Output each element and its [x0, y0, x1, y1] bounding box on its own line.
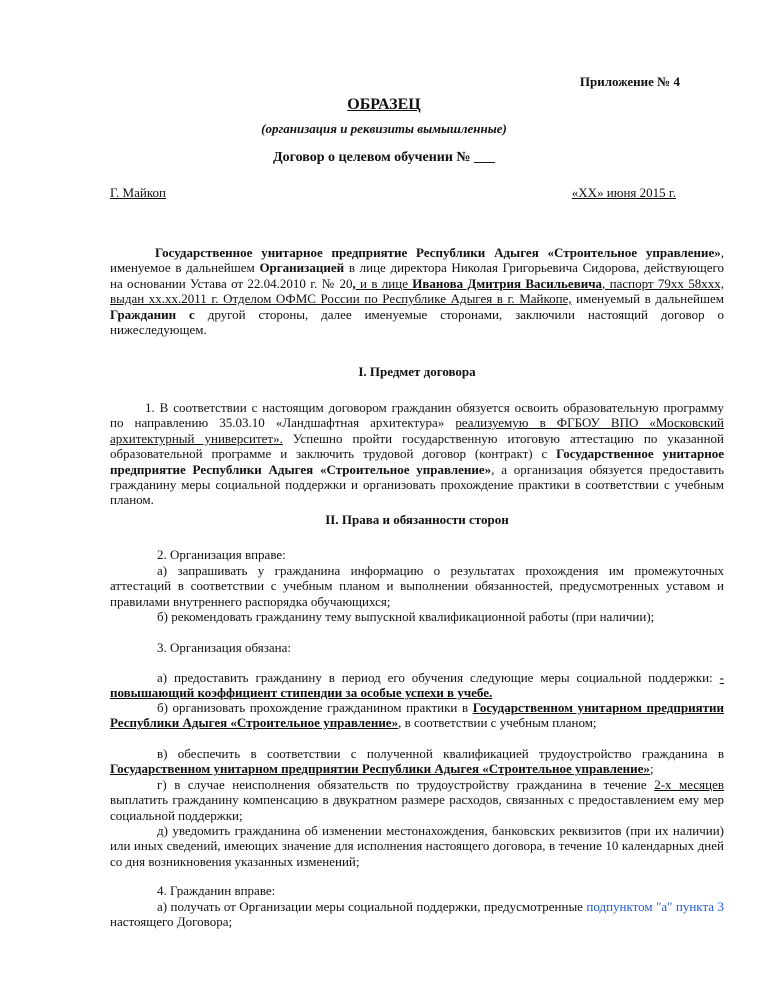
org-term: Организацией: [259, 260, 345, 276]
clause-2a: а) запрашивать у гражданина информацию о результатах прохождения им промежуточных аттестаций в соответствии с учебным планом и выполнении обязанностей, предусмотренных уставом и правилами внутреннего распорядка обучающихся;: [110, 563, 724, 609]
clause-3g: г) в случае неисполнения обязательств по трудоустройству гражданина в течение 2-х месяцев выплатить гражданину компенсацию в двукратном размере расходов, связанных с предоставлением ему мер социальной поддержки;: [110, 777, 724, 823]
appendix-label: Приложение № 4: [579, 74, 680, 89]
clause-3a: а) предоставить гражданину в период его обучения следующие меры социальной поддержки: - повышающий коэффициент стипендии за особые успехи в учебе.: [110, 670, 724, 701]
section-2-heading: II. Права и обязанности сторон: [325, 512, 509, 527]
contract-title: Договор о целевом обучении № ___: [273, 150, 495, 165]
clause-3d: д) уведомить гражданина об изменении местонахождения, банковских реквизитов (при их наличии) или иных сведений, имеющих значение для исполнения настоящего договора, в течение 10 календарных дней со дня возникновения указанных изменений;: [110, 823, 724, 869]
document-subtitle: (организация и реквизиты вымышленные): [261, 121, 507, 136]
subclause-3a-link[interactable]: подпунктом "а" пункта 3: [586, 899, 724, 914]
citizen-name: Иванова Дмитрия Васильевича: [412, 275, 603, 291]
clause-2-title: 2. Организация вправе:: [157, 547, 286, 562]
org-name: Государственное унитарное предприятие Республики Адыгея «Строительное управление»: [155, 245, 721, 260]
section-1-heading: I. Предмет договора: [358, 364, 476, 379]
document-title: ОБРАЗЕЦ: [347, 96, 421, 113]
clause-3-title: 3. Организация обязана:: [157, 640, 291, 655]
city: Г. Майкоп: [110, 185, 166, 200]
clause-4-title: 4. Гражданин вправе:: [157, 883, 276, 898]
clause-4a: а) получать от Организации меры социальной поддержки, предусмотренные подпунктом "а" пункта 3 настоящего Договора;: [110, 899, 724, 930]
citizen-term: Гражданин с: [110, 306, 195, 322]
preamble-paragraph: Государственное унитарное предприятие Республики Адыгея «Строительное управление», именуемое в дальнейшем Организацией в лице директора Николая Григорьевича Сидорова, действующего на основании Устава от 22.04.2010 г. № 20, и в лице Иванова Дмитрия Васильевича, паспорт 79хх 58ххх, выдан хх.хх.2011 г. Отделом ОФМС России по Республике Адыгея в г. Майкопе, именуемый в дальнейшем Гражданин с другой стороны, далее именуемые сторонами, заключили настоящий договор о нижеследующем.: [110, 245, 724, 338]
contract-date: «ХХ» июня 2015 г.: [571, 185, 676, 200]
clause-3b: б) организовать прохождение гражданином практики в Государственном унитарном предприятии Республики Адыгея «Строительное управление», в соответствии с учебным планом;: [110, 700, 724, 731]
clause-2b: б) рекомендовать гражданину тему выпускной квалификационной работы (при наличии);: [157, 609, 655, 624]
clause-3v: в) обеспечить в соответствии с полученной квалификацией трудоустройство гражданина в Государственном унитарном предприятии Республики Адыгея «Строительное управление»;: [110, 746, 724, 777]
clause-1: 1. В соответствии с настоящим договором гражданин обязуется освоить образовательную программу по направлению 35.03.10 «Ландшафтная архитектура» реализуемую в ФГБОУ ВПО «Московский архитектурный университет». Успешно пройти государственную итоговую аттестацию по указанной образовательной программе и заключить трудовой договор (контракт) с Государственное унитарное предприятие Республики Адыгея «Строительное управление», а организация обязуется предоставить гражданину меры социальной поддержки и организовать прохождение практики в соответствии с учебным планом.: [110, 400, 725, 508]
